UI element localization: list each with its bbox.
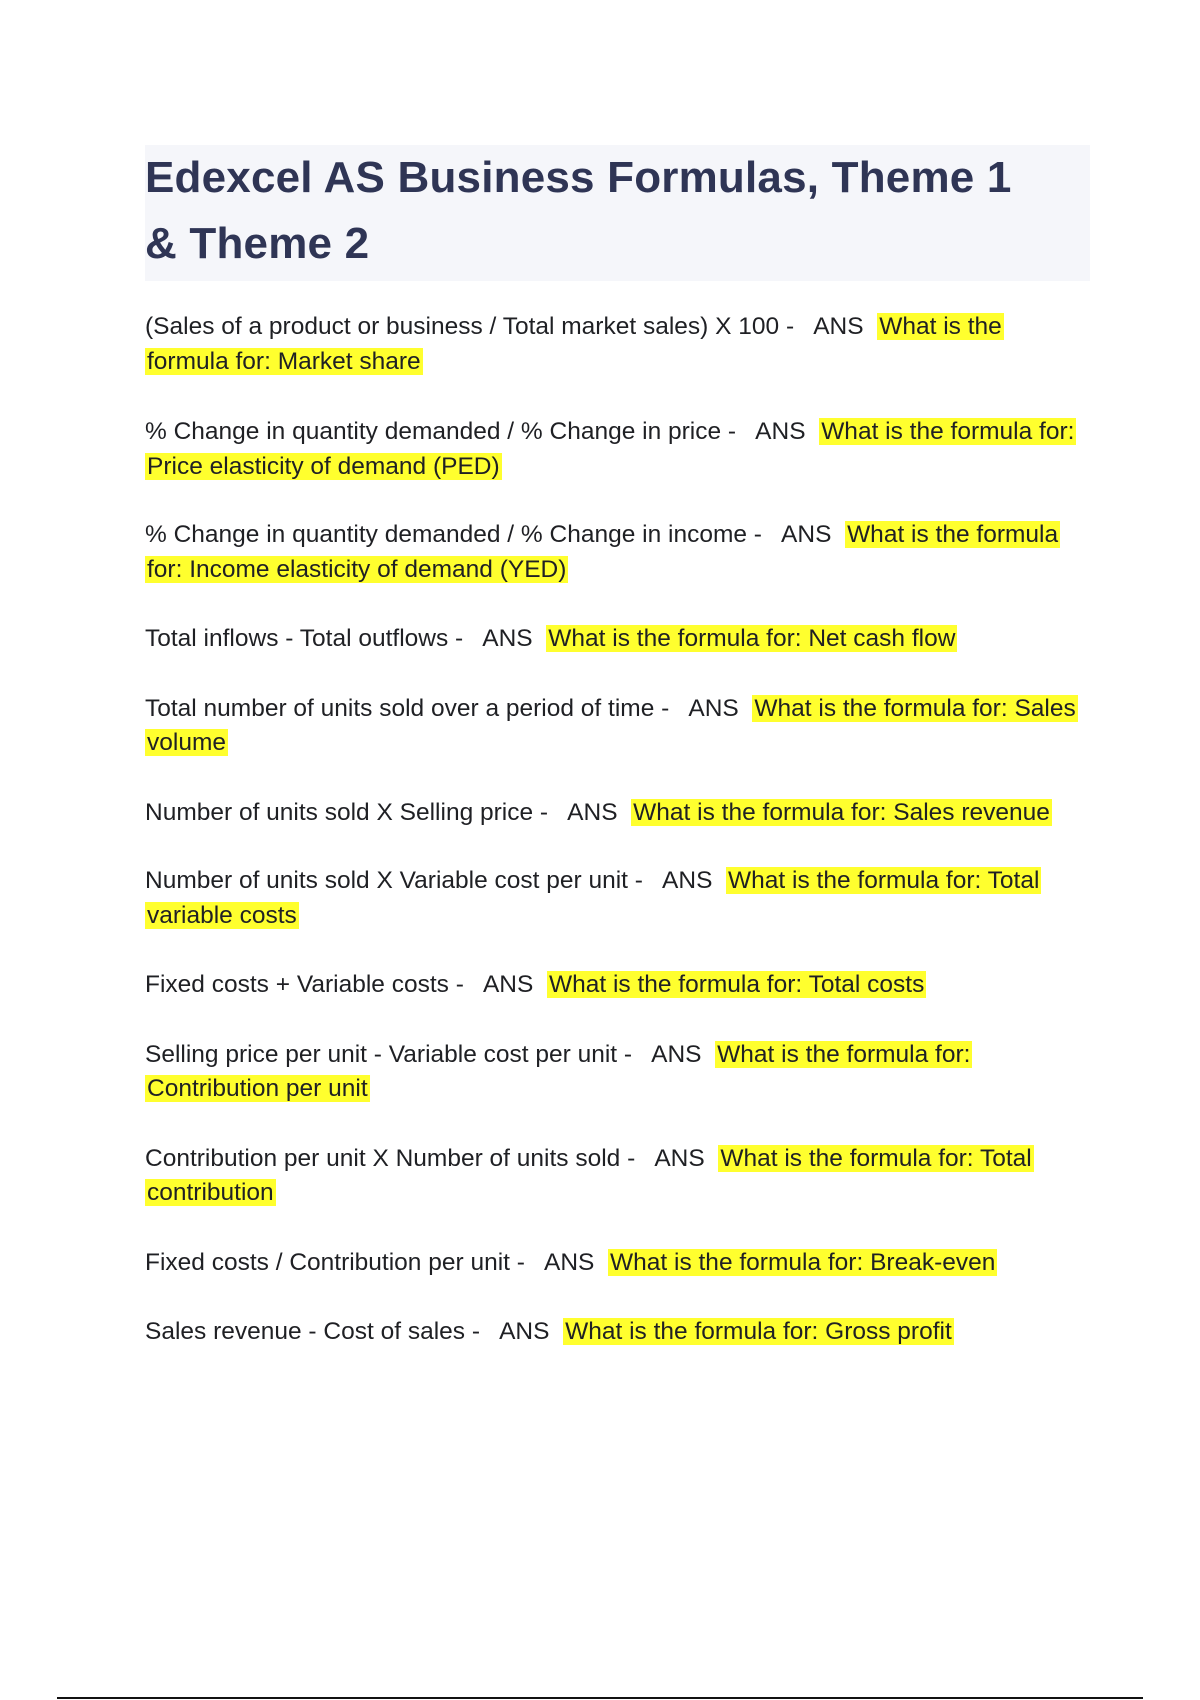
ans-label: ANS	[499, 1318, 550, 1345]
page-title: Edexcel AS Business Formulas, Theme 1 & Theme 2	[145, 153, 1012, 268]
formula-item	[145, 622, 1090, 657]
ans-label: ANS	[662, 867, 713, 894]
formula-text: Contribution per unit X Number of units sold -	[145, 1144, 636, 1172]
formula-item	[145, 518, 1090, 587]
formula-text: % Change in quantity demanded / % Change in income -	[145, 521, 762, 548]
formula-item	[145, 1315, 1090, 1350]
highlighted-answer: What is the formula for: Contribution per unit	[147, 1040, 971, 1102]
formula-text: Total number of units sold over a period of time -	[145, 694, 670, 722]
highlighted-answer: What is the formula for: Price elasticity of demand (PED)	[147, 418, 1075, 480]
formula-item	[145, 968, 1090, 1003]
highlighted-answer: What is the formula for: Sales volume	[147, 694, 1076, 756]
formula-item	[145, 1142, 1090, 1211]
formula-text: (Sales of a product or business / Total market sales) X 100 -	[145, 313, 795, 340]
formula-text: Selling price per unit - Variable cost per unit -	[145, 1040, 633, 1068]
formula-list	[145, 310, 1090, 1350]
footer-divider	[57, 1697, 1143, 1699]
ans-label: ANS	[482, 625, 533, 652]
formula-item	[145, 864, 1090, 933]
ans-label: ANS	[651, 1040, 702, 1068]
formula-text: Number of units sold X Selling price -	[145, 798, 549, 826]
title-block	[145, 145, 1090, 281]
ans-label: ANS	[567, 798, 618, 826]
highlighted-answer: What is the formula for: Sales revenue	[633, 798, 1050, 826]
formula-item	[145, 310, 1090, 379]
highlighted-answer: What is the formula for: Income elasticity of demand (YED)	[147, 521, 1059, 583]
highlighted-answer: What is the formula for: Total contribution	[147, 1144, 1032, 1206]
ans-label: ANS	[688, 694, 739, 722]
ans-label: ANS	[482, 971, 534, 998]
highlighted-answer: What is the formula for: Gross profit	[565, 1318, 952, 1345]
formula-text: Total inflows - Total outflows -	[145, 625, 464, 652]
formula-item	[145, 1038, 1090, 1107]
highlighted-answer: What is the formula for: Total variable costs	[147, 867, 1040, 929]
highlighted-answer: What is the formula for: Total costs	[548, 971, 925, 998]
highlighted-answer: What is the formula for: Break-even	[610, 1248, 996, 1276]
formula-text: Sales revenue - Cost of sales -	[145, 1318, 480, 1345]
formula-text: Fixed costs / Contribution per unit -	[145, 1248, 525, 1276]
ans-label: ANS	[755, 418, 806, 445]
formula-item	[145, 692, 1090, 761]
highlighted-answer: What is the formula for: Market share	[147, 313, 1002, 375]
formula-text: Fixed costs + Variable costs -	[145, 971, 464, 998]
formula-item	[145, 796, 1090, 831]
ans-label: ANS	[654, 1144, 705, 1172]
ans-label: ANS	[813, 313, 864, 340]
formula-item	[145, 1246, 1090, 1281]
ans-label: ANS	[544, 1248, 595, 1276]
formula-item	[145, 415, 1090, 484]
ans-label: ANS	[781, 521, 832, 548]
highlighted-answer: What is the formula for: Net cash flow	[548, 625, 956, 652]
formula-text: Number of units sold X Variable cost per unit -	[145, 867, 643, 894]
formula-text: % Change in quantity demanded / % Change in price -	[145, 418, 737, 445]
